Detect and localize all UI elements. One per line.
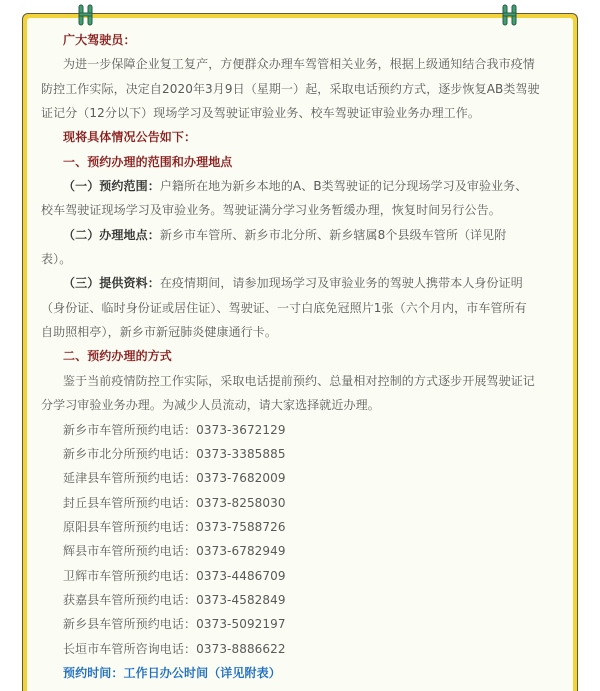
phone-label: 原阳县车管所预约电话： <box>63 519 197 534</box>
scope-item <box>41 174 571 198</box>
phone-list-item <box>41 515 571 539</box>
phone-number: 0373-7588726 <box>196 519 286 534</box>
scope-text: 户籍所在地为新乡本地的A、B类驾驶证的记分现场学习及审验业务、 <box>159 179 528 194</box>
intro-line: 证记分（12分以下）现场学习及驾驶证审验业务、校车驾驶证审验业务办理工作。 <box>41 106 480 121</box>
phone-list-item <box>41 564 571 588</box>
phone-number: 0373-4582849 <box>196 592 286 607</box>
phone-label: 封丘县车管所预约电话： <box>63 495 197 510</box>
phone-label: 新乡市北分所预约电话： <box>63 446 197 461</box>
phone-number: 0373-5092197 <box>196 617 286 632</box>
appointment-time: 预约时间：工作日办公时间（详见附表） <box>63 665 281 680</box>
phone-list-item <box>41 612 571 636</box>
materials-item <box>41 271 571 295</box>
intro-line: 为进一步保障企业复工复产，方便群众办理车驾管相关业务，根据上级通知结合我市疫情 <box>63 57 535 72</box>
materials-text: （身份证、临时身份证或居住证）、驾驶证、一寸白底免冠照片1张（六个月内，市车管所有 <box>41 300 527 315</box>
section1-heading: 一、预约办理的范围和办理地点 <box>63 154 233 169</box>
phone-label: 新乡市车管所预约电话： <box>63 422 197 437</box>
location-text: 表）。 <box>41 252 72 267</box>
phone-number: 0373-8886622 <box>196 641 286 656</box>
phone-number: 0373-7682009 <box>196 471 286 486</box>
phone-list-item <box>41 637 571 661</box>
phone-number: 0373-4486709 <box>196 568 286 583</box>
phone-number: 0373-6782949 <box>196 544 286 559</box>
phone-list-item <box>41 491 571 515</box>
binder-clip-icon <box>77 4 95 26</box>
notice-body <box>41 28 571 685</box>
method-text: 分学习审验业务办理。为减少人员流动，请大家选择就近办理。 <box>41 398 380 413</box>
phone-list-item <box>41 466 571 490</box>
phone-label: 长垣市车管所咨询电话： <box>63 641 197 656</box>
phone-number: 0373-3672129 <box>196 422 286 437</box>
announce-heading: 现将具体情况公告如下： <box>63 130 197 145</box>
phone-list-item <box>41 418 571 442</box>
phone-label: 延津县车管所预约电话： <box>63 471 197 486</box>
binder-clip-icon <box>501 4 519 26</box>
method-text: 鉴于当前疫情防控工作实际，采取电话提前预约、总量相对控制的方式逐步开展驾驶证记 <box>63 373 535 388</box>
intro-line: 防控工作实际，决定自2020年3月9日（星期一）起，采取电话预约方式，逐步恢复AB类驾驶 <box>41 81 540 96</box>
section2-heading: 二、预约办理的方式 <box>63 349 172 364</box>
location-item <box>41 223 571 247</box>
scope-label: （一）预约范围： <box>63 179 160 194</box>
phone-number: 0373-3385885 <box>196 446 286 461</box>
materials-label: （三）提供资料： <box>63 276 160 291</box>
scope-text: 校车驾驶证现场学习及审验业务。驾驶证满分学习业务暂缓办理，恢复时间另行公告。 <box>41 203 501 218</box>
phone-list-item <box>41 442 571 466</box>
phone-list-item <box>41 588 571 612</box>
phone-list-item <box>41 539 571 563</box>
materials-text: 在疫情期间，请参加现场学习及审验业务的驾驶人携带本人身份证明 <box>159 276 523 291</box>
location-text: 新乡市车管所、新乡市北分所、新乡辖属8个县级车管所（详见附 <box>159 227 507 242</box>
materials-text: 自助照相亭），新乡市新冠肺炎健康通行卡。 <box>41 325 278 340</box>
phone-label: 新乡县车管所预约电话： <box>63 617 197 632</box>
greeting: 广大驾驶员： <box>63 33 136 47</box>
phone-label: 辉县市车管所预约电话： <box>63 544 197 559</box>
phone-label: 卫辉市车管所预约电话： <box>63 568 197 583</box>
location-label: （二）办理地点： <box>63 227 160 242</box>
phone-number: 0373-8258030 <box>196 495 286 510</box>
phone-label: 获嘉县车管所预约电话： <box>63 592 197 607</box>
